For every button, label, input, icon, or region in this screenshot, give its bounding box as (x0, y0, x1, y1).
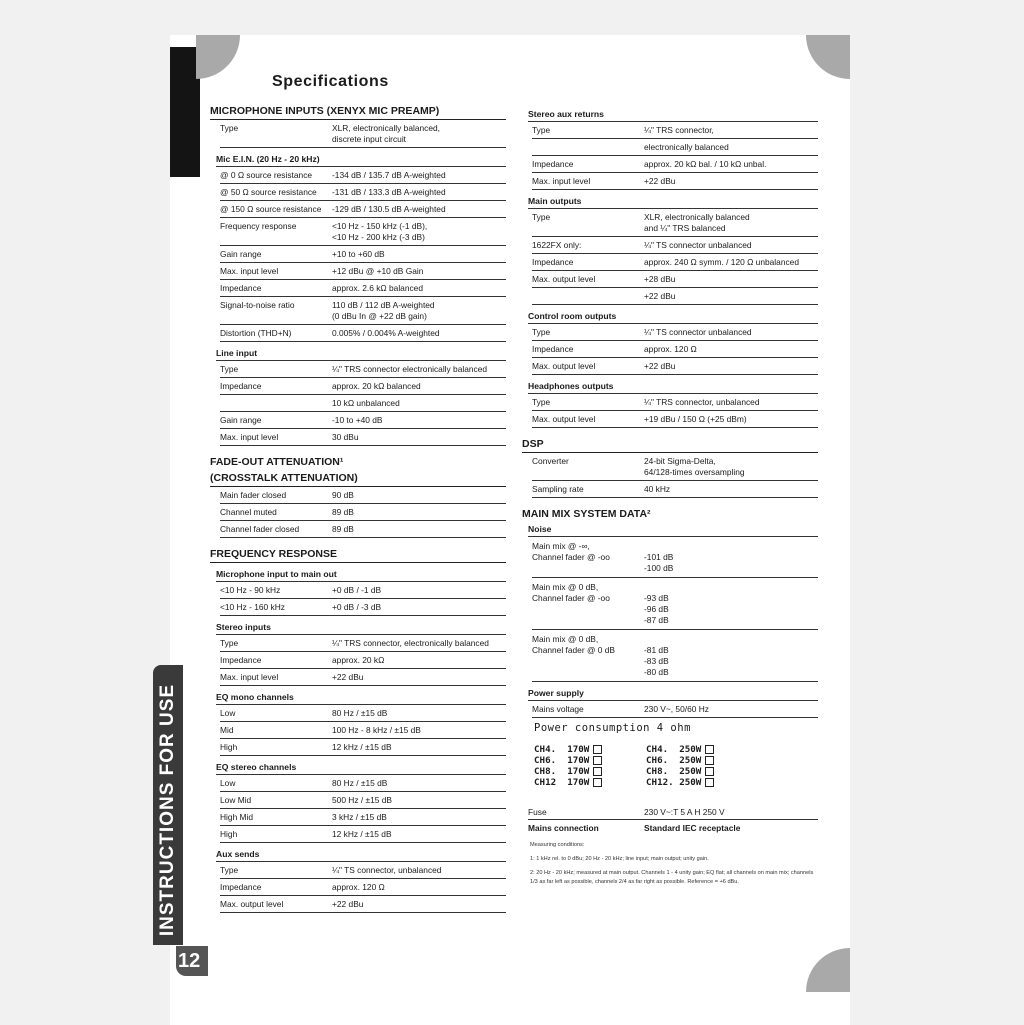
spec-label: <10 Hz - 160 kHz (220, 602, 285, 612)
spec-value: 30 dBu (332, 432, 359, 442)
spec-value: 80 Hz / ±15 dB (332, 708, 388, 718)
spec-label: Type (220, 123, 239, 133)
spec-value: 90 dB (332, 490, 354, 500)
notes-title: Measuring conditions: (530, 842, 585, 848)
spec-row (532, 411, 818, 428)
spec-value: +0 dB / -3 dB (332, 602, 382, 612)
spec-row (220, 218, 506, 246)
subsection-heading: Power supply (528, 688, 818, 701)
spec-value: ¼" TS connector unbalanced (644, 240, 752, 250)
spec-row (220, 792, 506, 809)
subsection-heading: Stereo aux returns (528, 109, 818, 122)
spec-label: Type (532, 327, 551, 337)
spec-value: +28 dBu (644, 274, 676, 284)
spec-value: ¼" TRS connector, electronically balanced (332, 638, 489, 648)
spec-label: Gain range (220, 415, 262, 425)
spec-value: approx. 20 kΩ bal. / 10 kΩ unbal. (644, 159, 767, 169)
spec-value: 12 kHz / ±15 dB (332, 829, 392, 839)
spec-rows-dsp (522, 453, 818, 498)
measuring-notes (530, 841, 818, 887)
noise-label: Main mix @ 0 dB, Channel fader @ 0 dB (532, 634, 615, 655)
spec-value: ¼" TRS connector, (644, 125, 714, 135)
spec-row (220, 487, 506, 504)
spec-label: Type (220, 364, 239, 374)
spec-value: Standard IEC receptacle (644, 823, 741, 833)
spec-value: -131 dB / 133.3 dB A-weighted (332, 187, 446, 197)
spec-value: +22 dBu (644, 176, 676, 186)
noise-row (532, 630, 818, 682)
spec-value: ¼" TRS connector electronically balanced (332, 364, 488, 374)
power-entry: CH12. 250W (646, 777, 758, 788)
spec-value: approx. 20 kΩ balanced (332, 381, 421, 391)
spec-row (220, 635, 506, 652)
spec-row (528, 820, 818, 835)
spec-row (220, 775, 506, 792)
spec-value: approx. 240 Ω symm. / 120 Ω unbalanced (644, 257, 799, 267)
spec-row (220, 120, 506, 148)
spec-row (220, 652, 506, 669)
spec-label: Gain range (220, 249, 262, 259)
spec-row (532, 271, 818, 288)
power-entry: CH4. 250W (646, 744, 758, 755)
spec-label: Converter (532, 456, 569, 466)
spec-rows-mic-main (210, 582, 506, 616)
spec-rows-eq-mono (210, 705, 506, 756)
power-column-left (534, 744, 646, 788)
spec-label: Fuse (528, 807, 547, 817)
spec-value: 230 V~:T 5 A H 250 V (644, 807, 725, 817)
spec-row (532, 453, 818, 481)
spec-label: Max. input level (220, 432, 279, 442)
spec-label: Channel fader closed (220, 524, 300, 534)
spec-row (220, 263, 506, 280)
spec-label (220, 398, 332, 409)
checkbox-icon (593, 756, 602, 765)
spec-label: Impedance (220, 283, 262, 293)
spec-label: Type (532, 397, 551, 407)
subsection-heading: Mic E.I.N. (20 Hz - 20 kHz) (216, 154, 506, 167)
spec-row (220, 325, 506, 342)
spec-row (220, 297, 506, 325)
subsection-heading: EQ stereo channels (216, 762, 506, 775)
noise-label: Main mix @ 0 dB, Channel fader @ -oo (532, 582, 610, 603)
spec-row (220, 862, 506, 879)
spec-label: Impedance (220, 655, 262, 665)
spec-value: approx. 120 Ω (332, 882, 385, 892)
spec-rows-fade (210, 487, 506, 538)
spec-label: Main fader closed (220, 490, 287, 500)
subsection-heading: Microphone input to main out (216, 569, 506, 582)
spec-rows-main-outputs (522, 209, 818, 305)
spec-row (220, 521, 506, 538)
subsection-heading: Headphones outputs (528, 381, 818, 394)
power-consumption-table (534, 744, 818, 788)
spec-label: Max. output level (532, 274, 596, 284)
noise-value: -93 dB -96 dB -87 dB (644, 593, 669, 625)
power-entry: CH6. 170W (534, 755, 646, 766)
spec-row (220, 429, 506, 446)
spec-label: Type (220, 865, 239, 875)
spec-row (532, 122, 818, 139)
spec-value: 40 kHz (644, 484, 671, 494)
subsection-heading: Line input (216, 348, 506, 361)
spec-label: High Mid (220, 812, 254, 822)
spec-label: Impedance (532, 344, 574, 354)
spec-row (532, 481, 818, 498)
spec-value: +22 dBu (644, 361, 676, 371)
spec-value: +10 to +60 dB (332, 249, 385, 259)
spec-row (220, 184, 506, 201)
spec-label: Type (532, 125, 551, 135)
spec-value: 89 dB (332, 524, 354, 534)
spec-value: approx. 2.6 kΩ balanced (332, 283, 424, 293)
spec-label: Impedance (220, 381, 262, 391)
side-tab-label: INSTRUCTIONS FOR USE (157, 683, 178, 937)
spec-value: -129 dB / 130.5 dB A-weighted (332, 204, 446, 214)
spec-row (220, 378, 506, 395)
spec-rows-aux (210, 862, 506, 913)
checkbox-icon (705, 756, 714, 765)
spec-row (220, 361, 506, 378)
spec-row (220, 826, 506, 843)
spec-label: @ 0 Ω source resistance (220, 170, 313, 180)
section-heading: MICROPHONE INPUTS (XENYX MIC PREAMP) (210, 105, 506, 120)
spec-rows-eq-stereo (210, 775, 506, 843)
spec-row (532, 394, 818, 411)
spec-value: 80 Hz / ±15 dB (332, 778, 388, 788)
section-heading: FREQUENCY RESPONSE (210, 548, 506, 563)
spec-label: Sampling rate (532, 484, 584, 494)
spec-value: 230 V~, 50/60 Hz (644, 704, 709, 714)
spec-label: Impedance (532, 159, 574, 169)
spec-row (220, 722, 506, 739)
spec-value: 100 Hz - 8 kHz / ±15 dB (332, 725, 421, 735)
spec-label: Impedance (220, 882, 262, 892)
spec-row (220, 879, 506, 896)
spec-label: 1622FX only: (532, 240, 582, 250)
spec-row (220, 280, 506, 297)
spec-label: Max. input level (220, 266, 279, 276)
spec-rows-line (210, 361, 506, 446)
noise-label: Main mix @ -∞, Channel fader @ -oo (532, 541, 610, 562)
subsection-heading: Aux sends (216, 849, 506, 862)
spec-row (220, 809, 506, 826)
section-heading: FADE-OUT ATTENUATION¹ (210, 456, 344, 468)
spec-row (220, 167, 506, 184)
subsection-heading: EQ mono channels (216, 692, 506, 705)
subsection-heading: Main outputs (528, 196, 818, 209)
spec-rows-headphones (522, 394, 818, 428)
noise-row (532, 578, 818, 630)
page-number: 12 (178, 950, 201, 972)
spec-row (532, 209, 818, 237)
subsection-heading: Control room outputs (528, 311, 818, 324)
spec-row (220, 599, 506, 616)
spec-row (532, 156, 818, 173)
power-entry: CH12 170W (534, 777, 646, 788)
spec-label: Low (220, 708, 236, 718)
spec-row (528, 804, 818, 820)
power-entry: CH6. 250W (646, 755, 758, 766)
spec-value: 10 kΩ unbalanced (332, 398, 400, 408)
spec-value: 3 kHz / ±15 dB (332, 812, 387, 822)
power-entry: CH8. 250W (646, 766, 758, 777)
spec-label: Type (532, 212, 551, 222)
spec-row (220, 582, 506, 599)
checkbox-icon (705, 745, 714, 754)
spec-row (220, 896, 506, 913)
spec-label: Low (220, 778, 236, 788)
spec-label: Max. output level (532, 414, 596, 424)
spec-label (532, 291, 644, 302)
spec-row (532, 288, 818, 305)
spec-row (532, 358, 818, 375)
spec-label: Low Mid (220, 795, 252, 805)
spec-rows-mic (210, 167, 506, 342)
spec-label: Max. output level (532, 361, 596, 371)
page-title: Specifications (272, 73, 389, 90)
spec-label: Frequency response (220, 221, 297, 231)
noise-value: -81 dB -83 dB -80 dB (644, 645, 669, 677)
specs-left-column (210, 105, 506, 913)
spec-row (532, 254, 818, 271)
spec-label (532, 142, 644, 153)
spec-value: ¼" TS connector, unbalanced (332, 865, 442, 875)
spec-label: @ 50 Ω source resistance (220, 187, 317, 197)
checkbox-icon (705, 767, 714, 776)
spec-label: Max. input level (220, 672, 279, 682)
checkbox-icon (593, 767, 602, 776)
spec-row (532, 139, 818, 156)
spec-value: XLR, electronically balanced and ¼" TRS balanced (644, 212, 750, 233)
noise-rows (522, 537, 818, 682)
spec-label: Max. input level (532, 176, 591, 186)
spec-row (532, 701, 818, 718)
spec-row (220, 246, 506, 263)
spec-value: +22 dBu (332, 672, 364, 682)
spec-label: Channel muted (220, 507, 277, 517)
spec-label: Type (220, 638, 239, 648)
spec-label: High (220, 829, 238, 839)
spec-label: @ 150 Ω source resistance (220, 204, 322, 214)
subsection-heading: Stereo inputs (216, 622, 506, 635)
spec-label: Signal-to-noise ratio (220, 300, 295, 310)
footnote-2: 2: 20 Hz - 20 kHz; measured at main output. Channels 1 - 4 unity gain; EQ flat; all channels on main mix; channels 1/3 as far left as possible, channels 2/4 as far right as possible. Reference = +6 dBu. (530, 870, 814, 885)
spec-rows-control-room (522, 324, 818, 375)
spec-value: electronically balanced (644, 142, 729, 152)
subsection-heading: Noise (528, 524, 818, 537)
spec-value: +22 dBu (644, 291, 676, 301)
section-heading: MAIN MIX SYSTEM DATA² (522, 508, 651, 520)
spec-value: 0.005% / 0.004% A-weighted (332, 328, 440, 338)
spec-value: -10 to +40 dB (332, 415, 383, 425)
spec-label: Distortion (THD+N) (220, 328, 292, 338)
noise-row (532, 537, 818, 578)
spec-row (220, 739, 506, 756)
power-entry: CH4. 170W (534, 744, 646, 755)
spec-rows-aux-returns (522, 122, 818, 190)
spec-row (220, 669, 506, 686)
spec-row (220, 705, 506, 722)
spec-label: Mains voltage (532, 704, 584, 714)
spec-row (220, 504, 506, 521)
spec-value: 110 dB / 112 dB A-weighted (0 dBu In @ +22 dB gain) (332, 300, 435, 321)
spec-value: 89 dB (332, 507, 354, 517)
spec-value: +12 dBu @ +10 dB Gain (332, 266, 424, 276)
spec-value: ¼" TS connector unbalanced (644, 327, 752, 337)
spec-rows-stereo (210, 635, 506, 686)
specs-right-column (522, 109, 818, 887)
spec-value: XLR, electronically balanced, discrete input circuit (332, 123, 441, 144)
spec-value: 500 Hz / ±15 dB (332, 795, 392, 805)
footnote-1: 1: 1 kHz rel. to 0 dBu; 20 Hz - 20 kHz; line input; main output; unity gain. (530, 856, 709, 862)
spec-value: approx. 120 Ω (644, 344, 697, 354)
power-entry: CH8. 170W (534, 766, 646, 777)
spec-row (220, 412, 506, 429)
spec-row (220, 395, 506, 412)
power-column-right (646, 744, 758, 788)
spec-value: +0 dB / -1 dB (332, 585, 382, 595)
section-heading: DSP (522, 438, 818, 453)
spec-value: 24-bit Sigma-Delta, 64/128-times oversampling (644, 456, 745, 477)
section-heading: (CROSSTALK ATTENUATION) (210, 472, 506, 487)
spec-label: Mid (220, 725, 234, 735)
checkbox-icon (593, 778, 602, 787)
checkbox-icon (593, 745, 602, 754)
spec-value: ¼" TRS connector, unbalanced (644, 397, 760, 407)
spec-label: Max. output level (220, 899, 284, 909)
spec-label: <10 Hz - 90 kHz (220, 585, 281, 595)
spec-value: <10 Hz - 150 kHz (-1 dB), <10 Hz - 200 kHz (-3 dB) (332, 221, 428, 242)
spec-row (220, 201, 506, 218)
spec-row (532, 173, 818, 190)
power-consumption-title: Power consumption 4 ohm (534, 722, 691, 734)
spec-row (532, 324, 818, 341)
checkbox-icon (705, 778, 714, 787)
spec-value: approx. 20 kΩ (332, 655, 385, 665)
spec-label: Impedance (532, 257, 574, 267)
spec-value: -134 dB / 135.7 dB A-weighted (332, 170, 446, 180)
spec-label: Mains connection (528, 823, 599, 833)
spec-value: +22 dBu (332, 899, 364, 909)
spec-value: +19 dBu / 150 Ω (+25 dBm) (644, 414, 747, 424)
spec-value: 12 kHz / ±15 dB (332, 742, 392, 752)
spec-row (532, 237, 818, 254)
spec-row (532, 341, 818, 358)
spec-label: High (220, 742, 238, 752)
noise-value: -101 dB -100 dB (644, 552, 674, 573)
